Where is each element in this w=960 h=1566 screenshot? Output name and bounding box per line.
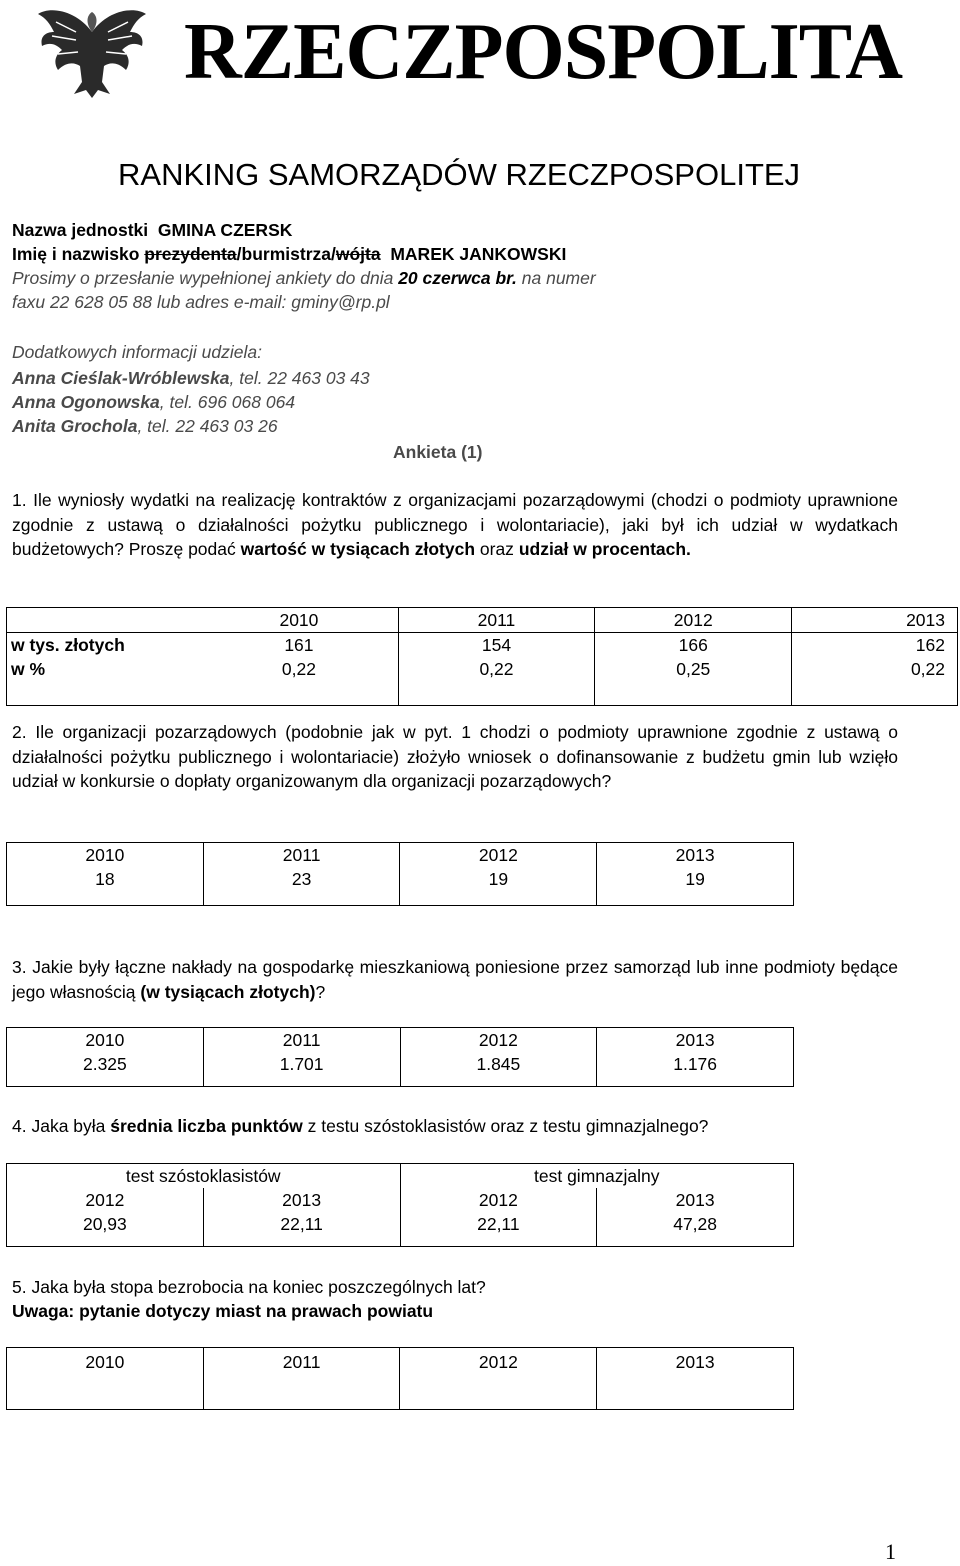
year-header: 2011	[398, 608, 595, 633]
year-header: 2011	[203, 1028, 400, 1053]
table-cell	[7, 608, 201, 633]
table-cell: 19	[400, 867, 597, 905]
q3-text-a: 3. Jakie były łączne nakłady na gospodarkę mieszkaniową poniesione przez samorząd lub inne podmioty będące jego własnością	[12, 957, 898, 1002]
year-header: 2011	[203, 843, 400, 868]
contact-name: Anna Ogonowska	[12, 392, 160, 412]
unit-value: GMINA CZERSK	[157, 220, 293, 240]
table-cell: 2.325	[7, 1052, 204, 1086]
year-header: 2013	[203, 1188, 400, 1212]
table-cell: 0,22	[398, 657, 595, 705]
q1-text-a: 1. Ile wyniosły wydatki na realizację kontraktów z organizacjami pozarządowymi (chodzi o podmioty uprawnione zgodnie z ustawą o działalności pożytku publicznego i wolontariacie), jaki był ich udział w wydatkach budżetowych? Proszę podać	[12, 490, 898, 559]
name-label-strike-2: wójta	[335, 244, 381, 264]
contact-name: Anna Cieślak-Wróblewska	[12, 368, 230, 388]
q5-table	[6, 1347, 794, 1410]
page-number: 1	[885, 1539, 896, 1564]
year-header: 2010	[7, 1028, 204, 1053]
table-row	[7, 1212, 794, 1246]
year-header: 2013	[597, 1348, 794, 1410]
q2-table	[6, 842, 794, 906]
table-cell: 166	[595, 633, 792, 658]
name-value: MAREK JANKOWSKI	[390, 244, 567, 264]
contact-person	[12, 366, 370, 390]
question-4-text	[12, 1114, 708, 1138]
request-line-2: faxu 22 628 05 88 lub adres e-mail: gminy@rp.pl	[12, 292, 390, 312]
q3-table	[6, 1027, 794, 1087]
year-header: 2013	[597, 1028, 794, 1053]
table-row	[7, 1188, 794, 1212]
table-cell: 47,28	[597, 1212, 794, 1246]
year-header: 2013	[597, 1188, 794, 1212]
year-header: 2013	[597, 843, 794, 868]
table-cell: 154	[398, 633, 595, 658]
table-cell: 19	[597, 867, 794, 905]
name-label-mid: /burmistrza/	[236, 244, 336, 264]
question-5-text: 5. Jaka była stopa bezrobocia na koniec poszczególnych lat?	[12, 1277, 486, 1297]
table-cell: 0,25	[595, 657, 792, 705]
group-header: test szóstoklasistów	[7, 1164, 401, 1189]
name-label-pre: Imię i nazwisko	[12, 244, 145, 264]
question-3-text	[12, 955, 898, 1004]
contact-tel: , tel. 22 463 03 43	[229, 368, 370, 388]
year-header: 2012	[400, 1028, 597, 1053]
unit-label: Nazwa jednostki	[12, 220, 149, 240]
year-header: 2013	[792, 608, 958, 633]
table-row	[7, 1348, 794, 1410]
table-cell: 161	[200, 633, 398, 658]
table-row	[7, 1052, 794, 1086]
table-cell: 22,11	[400, 1212, 597, 1246]
request-text-c: na numer	[516, 268, 596, 288]
q1-text-c: oraz	[475, 539, 519, 559]
table-cell: 0,22	[200, 657, 398, 705]
table-row	[7, 843, 794, 868]
table-row	[7, 657, 958, 705]
table-cell: 1.176	[597, 1052, 794, 1086]
table-row	[7, 633, 958, 658]
table-row	[7, 867, 794, 905]
contact-tel: , tel. 696 068 064	[159, 392, 296, 412]
year-header: 2010	[7, 843, 204, 868]
q3-text-b: (w tysiącach złotych)	[140, 981, 316, 1002]
table-cell: 23	[203, 867, 400, 905]
year-header: 2010	[7, 1348, 204, 1410]
contact-tel: , tel. 22 463 03 26	[137, 416, 278, 436]
table-cell: 22,11	[203, 1212, 400, 1246]
question-1-text	[12, 488, 898, 562]
question-2-text: 2. Ile organizacji pozarządowych (podobnie jak w pyt. 1 chodzi o podmioty uprawnione zgodnie z ustawą o działalności pożytku publicznego i wolontariacie) złożyło wniosek o dofinansowanie z budżetu gmin lub wzięło udział w konkursie o dopłaty organizowanym dla organizacji pozarządowych?	[12, 722, 898, 791]
table-cell: 1.701	[203, 1052, 400, 1086]
q3-text-c: ?	[315, 981, 326, 1002]
contact-person	[12, 390, 295, 414]
name-label-strike-1: prezydenta	[144, 244, 237, 264]
year-header: 2012	[595, 608, 792, 633]
masthead	[36, 0, 926, 100]
unit-line	[12, 218, 292, 242]
table-cell: 20,93	[7, 1212, 204, 1246]
contact-name: Anita Grochola	[12, 416, 138, 436]
question-5-note: Uwaga: pytanie dotyczy miast na prawach powiatu	[12, 1301, 434, 1321]
survey-label: Ankieta (1)	[393, 442, 483, 462]
row-label: w tys. złotych	[7, 633, 201, 658]
q4-text-b: średnia liczba punktów	[110, 1116, 303, 1136]
table-row	[7, 1164, 794, 1189]
name-line	[12, 242, 566, 266]
year-header: 2012	[400, 1348, 597, 1410]
q1-text-b: wartość w tysiącach złotych	[240, 539, 476, 559]
eagle-emblem-icon	[36, 2, 148, 100]
table-cell: 18	[7, 867, 204, 905]
request-deadline: 20 czerwca br.	[398, 268, 517, 288]
request-line-1	[12, 266, 596, 290]
table-cell: 0,22	[792, 657, 958, 705]
year-header: 2012	[400, 843, 597, 868]
table-row	[7, 608, 958, 633]
q1-text-d: udział w procentach.	[518, 539, 691, 559]
row-label: w %	[7, 657, 201, 705]
q4-table	[6, 1163, 794, 1247]
table-row	[7, 1028, 794, 1053]
year-header: 2012	[7, 1188, 204, 1212]
table-cell: 162	[792, 633, 958, 658]
request-text-a: Prosimy o przesłanie wypełnionej ankiety do dnia	[12, 268, 399, 288]
year-header: 2010	[200, 608, 398, 633]
q1-table	[6, 607, 958, 706]
table-cell: 1.845	[400, 1052, 597, 1086]
group-header: test gimnazjalny	[400, 1164, 794, 1189]
q4-text-a: 4. Jaka była	[12, 1116, 111, 1136]
year-header: 2011	[203, 1348, 400, 1410]
year-header: 2012	[400, 1188, 597, 1212]
q4-text-c: z testu szóstoklasistów oraz z testu gimnazjalnego?	[302, 1116, 709, 1136]
contact-person	[12, 414, 278, 438]
contacts-intro: Dodatkowych informacji udziela:	[12, 342, 262, 362]
masthead-title: RZECZPOSPOLITA	[184, 8, 902, 96]
document-title: RANKING SAMORZĄDÓW RZECZPOSPOLITEJ	[118, 157, 801, 192]
